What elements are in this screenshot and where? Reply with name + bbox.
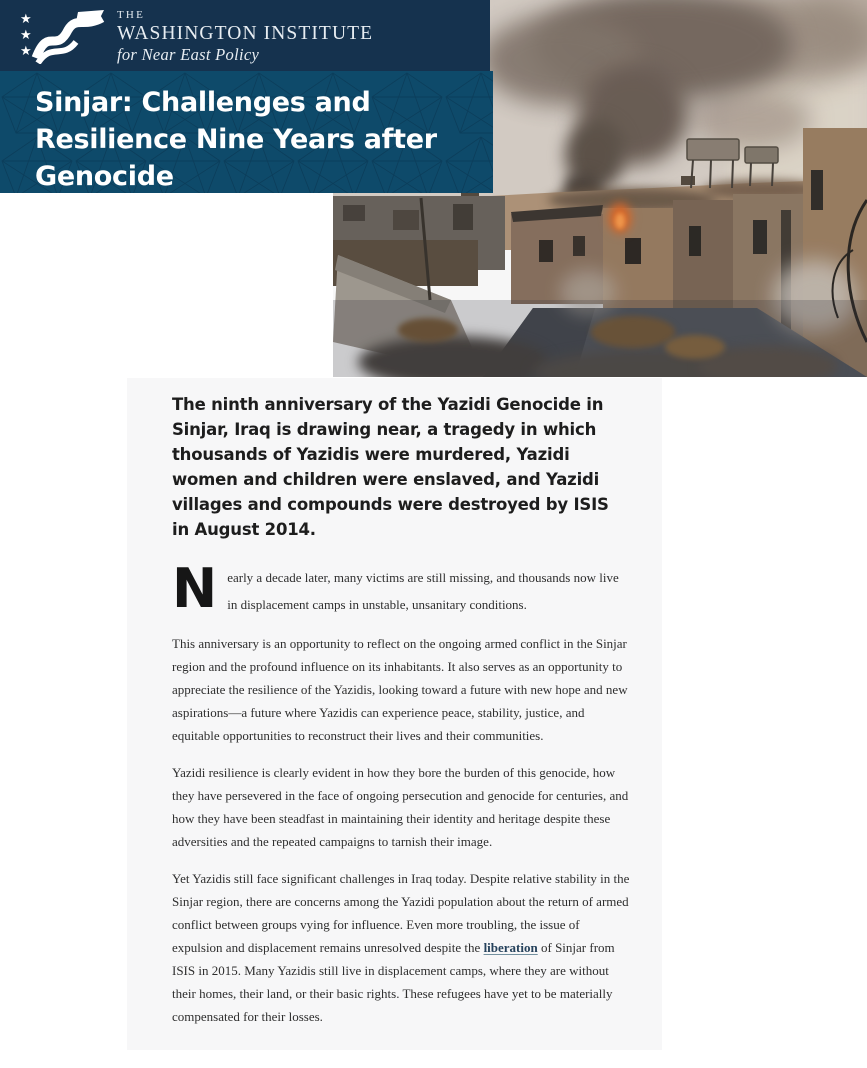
institute-flag-logo <box>18 8 106 64</box>
dropcap-paragraph-text: early a decade later, many victims are still missing, and thousands now live in displacement camps in unstable, unsanitary conditions. <box>227 570 619 612</box>
body-paragraph-with-link <box>172 867 630 1028</box>
body-paragraph: This anniversary is an opportunity to reflect on the ongoing armed conflict in the Sinjar region and the profound influence on its inhabitants. It also serves as an opportunity to appreciate the resilience of the Yazidis, looking toward a future with new hope and new aspirations—a future where Yazidis can experience peace, stability, justice, and equitable opportunities to reconstruct their lives and their communities. <box>172 636 628 743</box>
svg-text:★: ★ <box>20 27 32 43</box>
body-paragraph: Yazidi resilience is clearly evident in how they bore the burden of this genocide, how they have persevered in the face of ongoing persecution and genocide for centuries, and how they have been steadfast in maintaining their identity and heritage despite these adversities and the repeated campaigns to tarnish their image. <box>172 765 629 849</box>
site-header <box>0 0 490 71</box>
liberation-link[interactable]: liberation <box>483 940 538 955</box>
page-title-line-1: Sinjar: Challenges and <box>35 87 371 118</box>
page-title-line-2: Resilience Nine Years after <box>35 124 437 155</box>
institute-wordmark <box>117 8 373 63</box>
drop-cap-letter: N <box>172 557 218 620</box>
paragraph-text-before-link: Yet Yazidis still face significant challenges in Iraq today. Despite relative stability in the Sinjar region, there are concerns among the Yazidi population about the return of armed conflict between groups vying for influence. Even more troubling, the issue of expulsion and displacement remains unresolved despite the <box>172 871 630 955</box>
paragraph-text-after-link: of Sinjar from ISIS in 2015. Many Yazidis still live in displacement camps, where they are without their homes, their land, or their basic rights. These refugees have yet to be materially compensated for their losses. <box>172 940 615 1024</box>
wordmark-the: THE <box>117 9 145 21</box>
article-title-banner <box>0 71 493 193</box>
article-lead: The ninth anniversary of the Yazidi Genocide in Sinjar, Iraq is drawing near, a tragedy in which thousands of Yazidis were murdered, Yazidi women and children were enslaved, and Yazidi villages and compounds were destroyed by ISIS in August 2014. <box>172 395 609 539</box>
institute-logo-link[interactable] <box>18 8 373 64</box>
page-title-line-3: Genocide <box>35 161 174 192</box>
dropcap-paragraph <box>172 557 630 620</box>
page-title <box>0 71 493 193</box>
svg-text:★: ★ <box>20 43 32 59</box>
wordmark-institute: WASHINGTON INSTITUTE <box>117 23 374 44</box>
article-body-card <box>127 378 662 1050</box>
svg-text:★: ★ <box>20 11 32 27</box>
wordmark-tagline: for Near East Policy <box>117 44 260 64</box>
